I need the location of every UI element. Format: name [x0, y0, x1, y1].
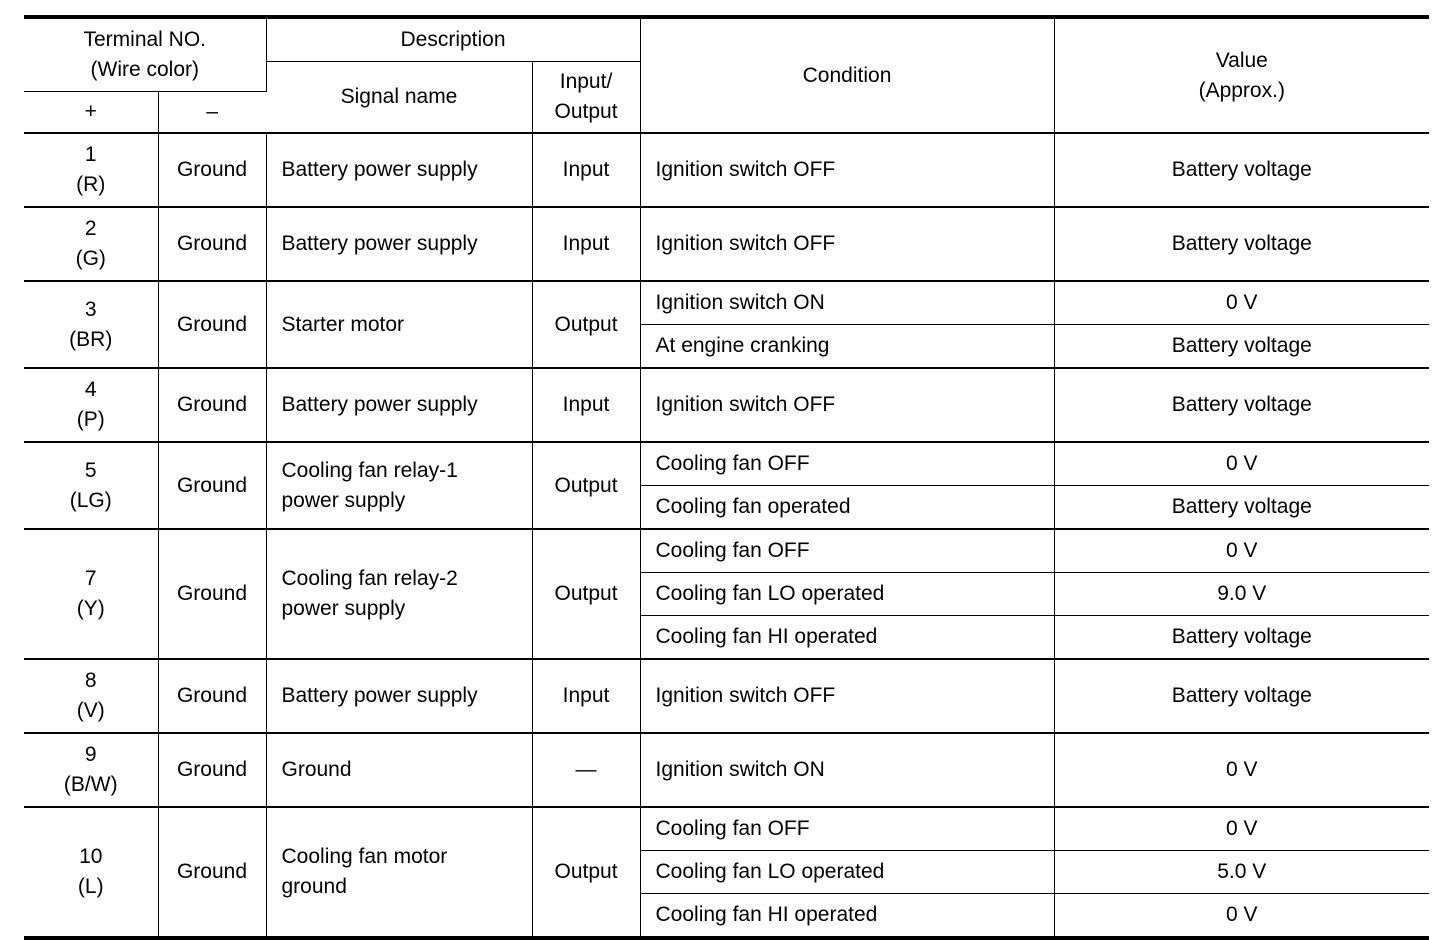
wire-color: (LG): [69, 488, 112, 512]
terminal-number: 9: [84, 743, 97, 766]
table-row: [24, 368, 1429, 442]
value-cell: Battery voltage: [1054, 207, 1429, 281]
condition-cell: Cooling fan HI operated: [640, 894, 1054, 939]
condition-cell: Ignition switch OFF: [640, 207, 1054, 281]
description-header: Description: [266, 17, 640, 62]
table-row: [24, 281, 1429, 325]
terminal-cell: [24, 368, 158, 442]
minus-terminal-cell: Ground: [158, 133, 266, 207]
io-label-line1: Input/: [559, 70, 613, 93]
condition-cell: Ignition switch OFF: [640, 133, 1054, 207]
signal-name-line: ground: [281, 875, 347, 898]
minus-terminal-cell: Ground: [158, 529, 266, 659]
ecm-terminal-table: [24, 15, 1429, 940]
terminal-cell: [24, 807, 158, 938]
terminal-number: 5: [84, 458, 97, 482]
approx-label: (Approx.): [1198, 78, 1285, 102]
table-row: [24, 207, 1429, 281]
minus-terminal-cell: Ground: [158, 733, 266, 807]
terminal-table-body: [24, 133, 1429, 938]
signal-name-line: Battery power supply: [281, 158, 478, 181]
signal-name-line: Cooling fan motor: [281, 845, 448, 868]
terminal-number: 4: [84, 378, 97, 401]
condition-cell: Cooling fan LO operated: [640, 851, 1054, 894]
signal-name-cell: [266, 733, 532, 807]
terminal-no-header: [24, 17, 266, 92]
terminal-number: 1: [84, 143, 97, 166]
wire-color: (L): [77, 875, 104, 898]
condition-cell: Ignition switch OFF: [640, 368, 1054, 442]
signal-name-cell: [266, 207, 532, 281]
io-cell: Output: [532, 442, 640, 529]
condition-cell: At engine cranking: [640, 325, 1054, 369]
wire-color: (R): [76, 173, 106, 196]
signal-name-cell: [266, 442, 532, 529]
condition-cell: Cooling fan OFF: [640, 807, 1054, 851]
value-cell: 0 V: [1054, 281, 1429, 325]
terminal-number: 10: [79, 845, 103, 868]
signal-name-line: Ground: [281, 758, 352, 781]
io-label-line2: Output: [554, 100, 618, 123]
value-cell: 0 V: [1054, 442, 1429, 486]
value-cell: 9.0 V: [1054, 573, 1429, 616]
terminal-cell: [24, 442, 158, 529]
table-row: [24, 659, 1429, 733]
io-cell: Input: [532, 207, 640, 281]
terminal-no-label: Terminal NO.: [83, 28, 207, 51]
signal-name-cell: [266, 368, 532, 442]
condition-cell: Cooling fan LO operated: [640, 573, 1054, 616]
value-cell: Battery voltage: [1054, 368, 1429, 442]
value-header: [1054, 17, 1429, 133]
condition-cell: Cooling fan OFF: [640, 529, 1054, 573]
condition-header: Condition: [640, 17, 1054, 133]
value-cell: 0 V: [1054, 529, 1429, 573]
terminal-cell: [24, 659, 158, 733]
table-row: [24, 133, 1429, 207]
io-header: [532, 62, 640, 134]
io-cell: —: [532, 733, 640, 807]
value-cell: Battery voltage: [1054, 659, 1429, 733]
io-cell: Input: [532, 368, 640, 442]
io-cell: Output: [532, 529, 640, 659]
signal-name-line: Battery power supply: [281, 393, 478, 416]
signal-name-cell: [266, 529, 532, 659]
value-cell: 0 V: [1054, 894, 1429, 939]
value-cell: 5.0 V: [1054, 851, 1429, 894]
signal-name-cell: [266, 659, 532, 733]
minus-terminal-cell: Ground: [158, 207, 266, 281]
wire-color: (P): [76, 408, 105, 431]
value-label: Value: [1215, 48, 1268, 72]
signal-name-cell: [266, 807, 532, 938]
minus-terminal-cell: Ground: [158, 442, 266, 529]
signal-name-line: power supply: [281, 597, 406, 620]
table-row: [24, 442, 1429, 486]
signal-name-line: Cooling fan relay-2: [281, 567, 458, 590]
signal-name-line: Battery power supply: [281, 232, 478, 255]
plus-header: +: [24, 92, 158, 134]
minus-terminal-cell: Ground: [158, 807, 266, 938]
wire-color: (G): [75, 247, 106, 270]
minus-header: –: [158, 92, 266, 134]
minus-terminal-cell: Ground: [158, 368, 266, 442]
wire-color-label: (Wire color): [90, 58, 199, 81]
terminal-number: 3: [84, 297, 97, 321]
terminal-cell: [24, 281, 158, 368]
signal-name-cell: [266, 133, 532, 207]
io-cell: Output: [532, 281, 640, 368]
value-cell: Battery voltage: [1054, 616, 1429, 660]
table-row: [24, 529, 1429, 573]
wire-color: (BR): [69, 327, 113, 351]
io-cell: Input: [532, 133, 640, 207]
signal-name-cell: [266, 281, 532, 368]
value-cell: Battery voltage: [1054, 486, 1429, 530]
wire-color: (Y): [76, 597, 105, 620]
condition-cell: Ignition switch OFF: [640, 659, 1054, 733]
signal-name-line: Cooling fan relay-1: [281, 458, 458, 482]
signal-name-header: Signal name: [266, 62, 532, 134]
terminal-number: 2: [84, 217, 97, 240]
condition-cell: Ignition switch ON: [640, 733, 1054, 807]
signal-name-line: power supply: [281, 488, 406, 512]
terminal-cell: [24, 529, 158, 659]
condition-cell: Ignition switch ON: [640, 281, 1054, 325]
terminal-cell: [24, 133, 158, 207]
io-cell: Input: [532, 659, 640, 733]
wire-color: (V): [76, 699, 105, 722]
condition-cell: Cooling fan operated: [640, 486, 1054, 530]
value-cell: 0 V: [1054, 807, 1429, 851]
minus-terminal-cell: Ground: [158, 281, 266, 368]
condition-cell: Cooling fan HI operated: [640, 616, 1054, 660]
signal-name-line: Starter motor: [281, 312, 405, 336]
condition-cell: Cooling fan OFF: [640, 442, 1054, 486]
terminal-cell: [24, 733, 158, 807]
terminal-table-container: [24, 15, 1429, 940]
terminal-cell: [24, 207, 158, 281]
terminal-number: 7: [84, 567, 97, 590]
value-cell: Battery voltage: [1054, 325, 1429, 369]
table-row: [24, 733, 1429, 807]
signal-name-line: Battery power supply: [281, 684, 478, 707]
io-cell: Output: [532, 807, 640, 938]
terminal-number: 8: [84, 669, 97, 692]
value-cell: Battery voltage: [1054, 133, 1429, 207]
table-row: [24, 807, 1429, 851]
minus-terminal-cell: Ground: [158, 659, 266, 733]
value-cell: 0 V: [1054, 733, 1429, 807]
wire-color: (B/W): [63, 773, 118, 796]
